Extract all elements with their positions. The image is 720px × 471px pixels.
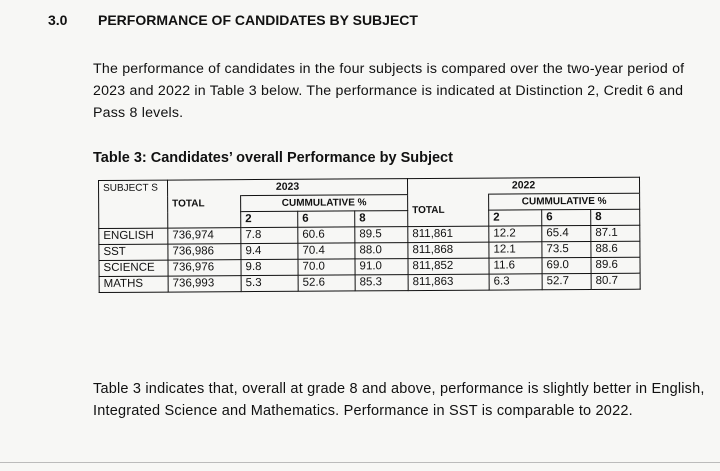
section-number: 3.0 xyxy=(48,12,68,28)
row-distinction-2023: 5.3 xyxy=(241,275,298,291)
row-credit-2023: 60.6 xyxy=(298,227,355,243)
header-level-2-2023: 2 xyxy=(241,211,298,227)
row-total-2023: 736,976 xyxy=(168,260,241,276)
row-credit-2022: 73.5 xyxy=(542,241,591,257)
header-cumulative-2022: CUMMULATIVE % xyxy=(489,193,640,210)
table-caption: Table 3: Candidates’ overall Performance by Subject xyxy=(93,150,453,166)
intro-paragraph: The performance of candidates in the four subjects is compared over the two-year period of 2023 and 2022 in Table 3 below. The performance is indicated at Distinction 2, Credit 6 and Pass 8 levels. xyxy=(93,61,685,121)
row-pass-2022: 88.6 xyxy=(591,241,640,257)
header-year-2022: 2022 xyxy=(407,177,639,194)
header-level-8-2022: 8 xyxy=(591,209,640,225)
section-title: PERFORMANCE OF CANDIDATES BY SUBJECT xyxy=(98,12,418,28)
header-cumulative-2023: CUMMULATIVE % xyxy=(241,195,408,212)
row-pass-2023: 91.0 xyxy=(355,259,408,275)
row-credit-2022: 52.7 xyxy=(542,273,591,289)
row-subject: SST xyxy=(99,244,168,260)
row-distinction-2023: 9.8 xyxy=(241,259,298,275)
header-subjects: SUBJECT S xyxy=(99,180,168,228)
row-distinction-2022: 12.1 xyxy=(489,242,542,258)
row-credit-2023: 70.4 xyxy=(298,243,355,259)
header-level-8-2023: 8 xyxy=(355,211,408,227)
row-total-2022: 811,861 xyxy=(408,226,489,242)
row-distinction-2022: 6.3 xyxy=(489,274,542,290)
row-pass-2023: 85.3 xyxy=(355,275,408,291)
header-year-2023: 2023 xyxy=(168,179,408,196)
row-credit-2022: 65.4 xyxy=(542,225,591,241)
row-distinction-2023: 9.4 xyxy=(241,243,298,259)
row-total-2022: 811,863 xyxy=(408,274,489,290)
row-distinction-2022: 12.2 xyxy=(489,226,542,242)
row-pass-2022: 80.7 xyxy=(591,273,640,289)
row-total-2022: 811,852 xyxy=(408,258,489,274)
row-pass-2023: 88.0 xyxy=(355,243,408,259)
row-credit-2023: 52.6 xyxy=(298,275,355,291)
row-pass-2022: 87.1 xyxy=(591,225,640,241)
header-total-2023: TOTAL xyxy=(168,196,241,228)
row-subject: SCIENCE xyxy=(99,260,168,276)
row-credit-2023: 70.0 xyxy=(298,259,355,275)
row-total-2023: 736,986 xyxy=(168,244,241,260)
row-subject: MATHS xyxy=(99,276,168,292)
header-level-6-2023: 6 xyxy=(298,211,355,227)
row-total-2022: 811,868 xyxy=(408,242,489,258)
page-divider xyxy=(0,462,720,463)
header-level-2-2022: 2 xyxy=(489,210,542,226)
table-row xyxy=(99,273,640,292)
conclusion-paragraph: Table 3 indicates that, overall at grade 8 and above, performance is slightly better in English, Integrated Science and Mathematics. Performance in SST is comparable to 2022. xyxy=(93,381,705,419)
row-total-2023: 736,974 xyxy=(168,228,241,244)
row-credit-2022: 69.0 xyxy=(542,257,591,273)
performance-table xyxy=(98,177,641,293)
row-pass-2023: 89.5 xyxy=(355,227,408,243)
row-distinction-2023: 7.8 xyxy=(241,227,298,243)
header-total-2022: TOTAL xyxy=(408,194,489,226)
header-level-6-2022: 6 xyxy=(542,209,591,225)
row-pass-2022: 89.6 xyxy=(591,257,640,273)
row-total-2023: 736,993 xyxy=(168,276,241,292)
row-distinction-2022: 11.6 xyxy=(489,258,542,274)
row-subject: ENGLISH xyxy=(99,228,168,244)
